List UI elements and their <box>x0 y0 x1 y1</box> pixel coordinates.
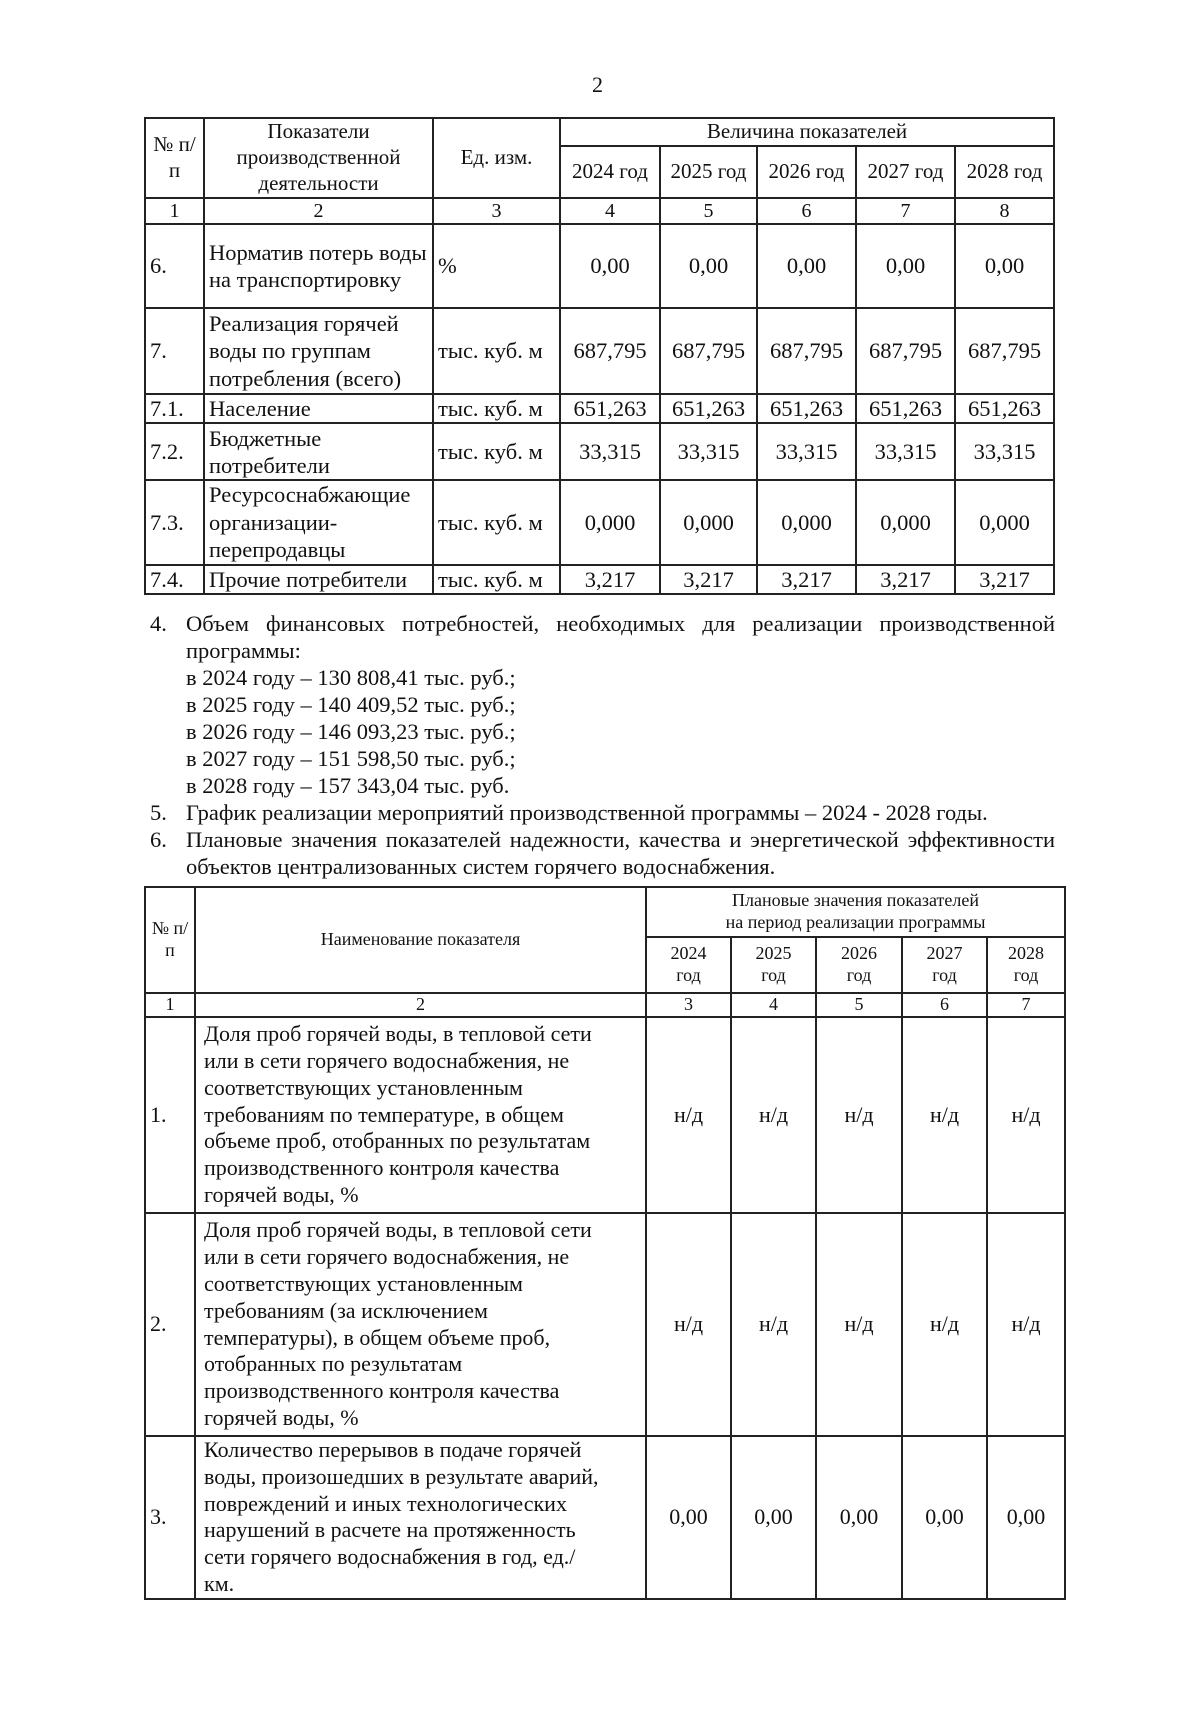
year-suffix: год <box>1013 965 1039 985</box>
header-year <box>816 937 902 993</box>
col-number: 5 <box>660 198 757 224</box>
col-number: 2 <box>195 993 646 1017</box>
section-6 <box>150 826 1055 880</box>
indicator-name: Норматив потерь воды на транспортировку <box>204 224 433 308</box>
section-number: 6. <box>150 827 167 852</box>
header-year: 2024 год <box>560 146 660 198</box>
value-cell: 33,315 <box>856 423 955 480</box>
row-number: 1. <box>145 1017 195 1213</box>
program-sections <box>150 610 1055 880</box>
row-number: 2. <box>145 1213 195 1436</box>
table-row <box>145 1017 1065 1213</box>
indicator-name: Прочие потребители <box>204 565 433 594</box>
section-text: Плановые значения показателей надежности, качества и энергетической эффективности объектов централизованных систем горячего водоснабжения. <box>186 827 1055 879</box>
indicator-name: Доля проб горячей воды, в тепловой сети или в сети горячего водоснабжения, не соответствующих установленным требованиям (за исключением температуры), в общем объеме проб, отобранных по результатам производственного контроля качества горячей воды, % <box>195 1213 646 1436</box>
reliability-indicators-table <box>144 886 1066 1600</box>
value-cell: 0,000 <box>955 480 1054 564</box>
financial-needs-list <box>150 664 1055 799</box>
value-cell: н/д <box>646 1017 731 1213</box>
row-number: 7.2. <box>145 423 204 480</box>
unit: тыс. куб. м <box>433 308 560 394</box>
value-cell: 651,263 <box>660 394 757 423</box>
col-number: 3 <box>646 993 731 1017</box>
financial-line: в 2025 году – 140 409,52 тыс. руб.; <box>186 692 516 717</box>
year-value: 2025 <box>755 943 792 964</box>
value-cell: 3,217 <box>856 565 955 594</box>
header-num: № п/п <box>145 118 204 198</box>
section-4 <box>150 610 1055 664</box>
value-cell: 0,00 <box>987 1436 1065 1599</box>
header-year: 2028 год <box>955 146 1054 198</box>
col-number: 2 <box>204 198 433 224</box>
unit: тыс. куб. м <box>433 565 560 594</box>
value-cell: н/д <box>902 1213 987 1436</box>
page-number: 2 <box>592 72 603 97</box>
value-cell: 33,315 <box>955 423 1054 480</box>
section-5 <box>150 799 1055 826</box>
year-value: 2028 <box>1008 943 1045 964</box>
table-row <box>145 423 1054 480</box>
value-cell: н/д <box>731 1213 816 1436</box>
value-cell: 0,00 <box>757 224 856 308</box>
indicator-name: Население <box>204 394 433 423</box>
unit: тыс. куб. м <box>433 394 560 423</box>
value-cell: 0,000 <box>560 480 660 564</box>
col-number: 4 <box>560 198 660 224</box>
year-suffix: год <box>761 965 786 985</box>
column-numbers-row <box>145 993 1065 1017</box>
indicator-name: Бюджетные потребители <box>204 423 433 480</box>
indicator-name: Реализация горячей воды по группам потребления (всего) <box>204 308 433 394</box>
financial-line: в 2027 году – 151 598,50 тыс. руб.; <box>186 746 516 771</box>
table-row <box>145 1213 1065 1436</box>
value-cell: н/д <box>987 1017 1065 1213</box>
section-text: Объем финансовых потребностей, необходимых для реализации производственной программы: <box>186 611 1055 663</box>
value-cell: 0,00 <box>816 1436 902 1599</box>
table-row <box>145 308 1054 394</box>
value-cell: н/д <box>902 1017 987 1213</box>
col-number: 8 <box>955 198 1054 224</box>
value-cell: 687,795 <box>560 308 660 394</box>
year-suffix: год <box>932 965 957 985</box>
row-number: 7. <box>145 308 204 394</box>
col-number: 4 <box>731 993 816 1017</box>
header-year <box>646 937 731 993</box>
table-row <box>145 480 1054 564</box>
value-cell: 33,315 <box>560 423 660 480</box>
col-number: 6 <box>757 198 856 224</box>
column-numbers-row <box>145 198 1054 224</box>
value-cell: 651,263 <box>955 394 1054 423</box>
year-value: 2027 <box>926 943 963 964</box>
financial-line: в 2024 году – 130 808,41 тыс. руб.; <box>186 665 516 690</box>
value-cell: 0,00 <box>902 1436 987 1599</box>
header-year <box>731 937 816 993</box>
table-row <box>145 1436 1065 1599</box>
row-number: 6. <box>145 224 204 308</box>
year-value: 2026 <box>841 943 877 964</box>
header-values-group <box>646 887 1065 937</box>
value-cell: н/д <box>731 1017 816 1213</box>
row-number: 7.4. <box>145 565 204 594</box>
section-text: График реализации мероприятий производственной программы – 2024 - 2028 годы. <box>186 800 988 825</box>
indicator-name: Количество перерывов в подаче горячей воды, произошедших в результате аварий, повреждений и иных технологических нарушений в расчете на протяженность сети горячего водоснабжения в год, ед./км. <box>195 1436 646 1599</box>
year-suffix: год <box>676 965 701 985</box>
table-row <box>145 394 1054 423</box>
value-cell: 3,217 <box>757 565 856 594</box>
value-cell: 3,217 <box>560 565 660 594</box>
group-line-1: Плановые значения показателей <box>732 890 979 911</box>
value-cell: 0,00 <box>955 224 1054 308</box>
col-number: 1 <box>145 198 204 224</box>
header-year: 2026 год <box>757 146 856 198</box>
production-indicators-table <box>144 117 1055 595</box>
row-number: 7.1. <box>145 394 204 423</box>
col-number: 7 <box>987 993 1065 1017</box>
value-cell: н/д <box>816 1213 902 1436</box>
value-cell: 687,795 <box>757 308 856 394</box>
header-unit: Ед. изм. <box>433 118 560 198</box>
header-year: 2025 год <box>660 146 757 198</box>
unit: % <box>433 224 560 308</box>
unit: тыс. куб. м <box>433 423 560 480</box>
unit: тыс. куб. м <box>433 480 560 564</box>
year-value: 2024 <box>670 943 707 964</box>
value-cell: 0,00 <box>646 1436 731 1599</box>
value-cell: 0,00 <box>560 224 660 308</box>
financial-line: в 2026 году – 146 093,23 тыс. руб.; <box>186 719 516 744</box>
table-row <box>145 565 1054 594</box>
col-number: 6 <box>902 993 987 1017</box>
row-number: 3. <box>145 1436 195 1599</box>
value-cell: н/д <box>987 1213 1065 1436</box>
financial-line: в 2028 году – 157 343,04 тыс. руб. <box>186 773 510 798</box>
header-year: 2027 год <box>856 146 955 198</box>
value-cell: 651,263 <box>560 394 660 423</box>
indicator-name: Доля проб горячей воды, в тепловой сети или в сети горячего водоснабжения, не соответствующих установленным требованиям по температуре, в общем объеме проб, отобранных по результатам производственного контроля качества горячей воды, % <box>195 1017 646 1213</box>
header-name: Наименование показателя <box>195 887 646 993</box>
value-cell: 687,795 <box>856 308 955 394</box>
value-cell: н/д <box>646 1213 731 1436</box>
group-line-2: на период реализации программы <box>725 912 986 932</box>
header-indicator: Показатели производственной деятельности <box>204 118 433 198</box>
value-cell: н/д <box>816 1017 902 1213</box>
value-cell: 33,315 <box>757 423 856 480</box>
table-row <box>145 224 1054 308</box>
value-cell: 0,00 <box>731 1436 816 1599</box>
section-number: 5. <box>150 800 167 825</box>
indicator-name: Ресурсоснабжающие организации-перепродавцы <box>204 480 433 564</box>
value-cell: 33,315 <box>660 423 757 480</box>
col-number: 3 <box>433 198 560 224</box>
value-cell: 0,000 <box>757 480 856 564</box>
value-cell: 3,217 <box>955 565 1054 594</box>
value-cell: 687,795 <box>955 308 1054 394</box>
value-cell: 0,000 <box>660 480 757 564</box>
value-cell: 0,00 <box>856 224 955 308</box>
header-num: № п/п <box>145 887 195 993</box>
value-cell: 0,000 <box>856 480 955 564</box>
header-year <box>902 937 987 993</box>
value-cell: 651,263 <box>856 394 955 423</box>
col-number: 1 <box>145 993 195 1017</box>
value-cell: 687,795 <box>660 308 757 394</box>
value-cell: 651,263 <box>757 394 856 423</box>
header-year <box>987 937 1065 993</box>
year-suffix: год <box>846 965 872 985</box>
row-number: 7.3. <box>145 480 204 564</box>
section-number: 4. <box>150 611 167 636</box>
header-values-group: Величина показателей <box>560 118 1054 146</box>
value-cell: 3,217 <box>660 565 757 594</box>
value-cell: 0,00 <box>660 224 757 308</box>
col-number: 5 <box>816 993 902 1017</box>
col-number: 7 <box>856 198 955 224</box>
